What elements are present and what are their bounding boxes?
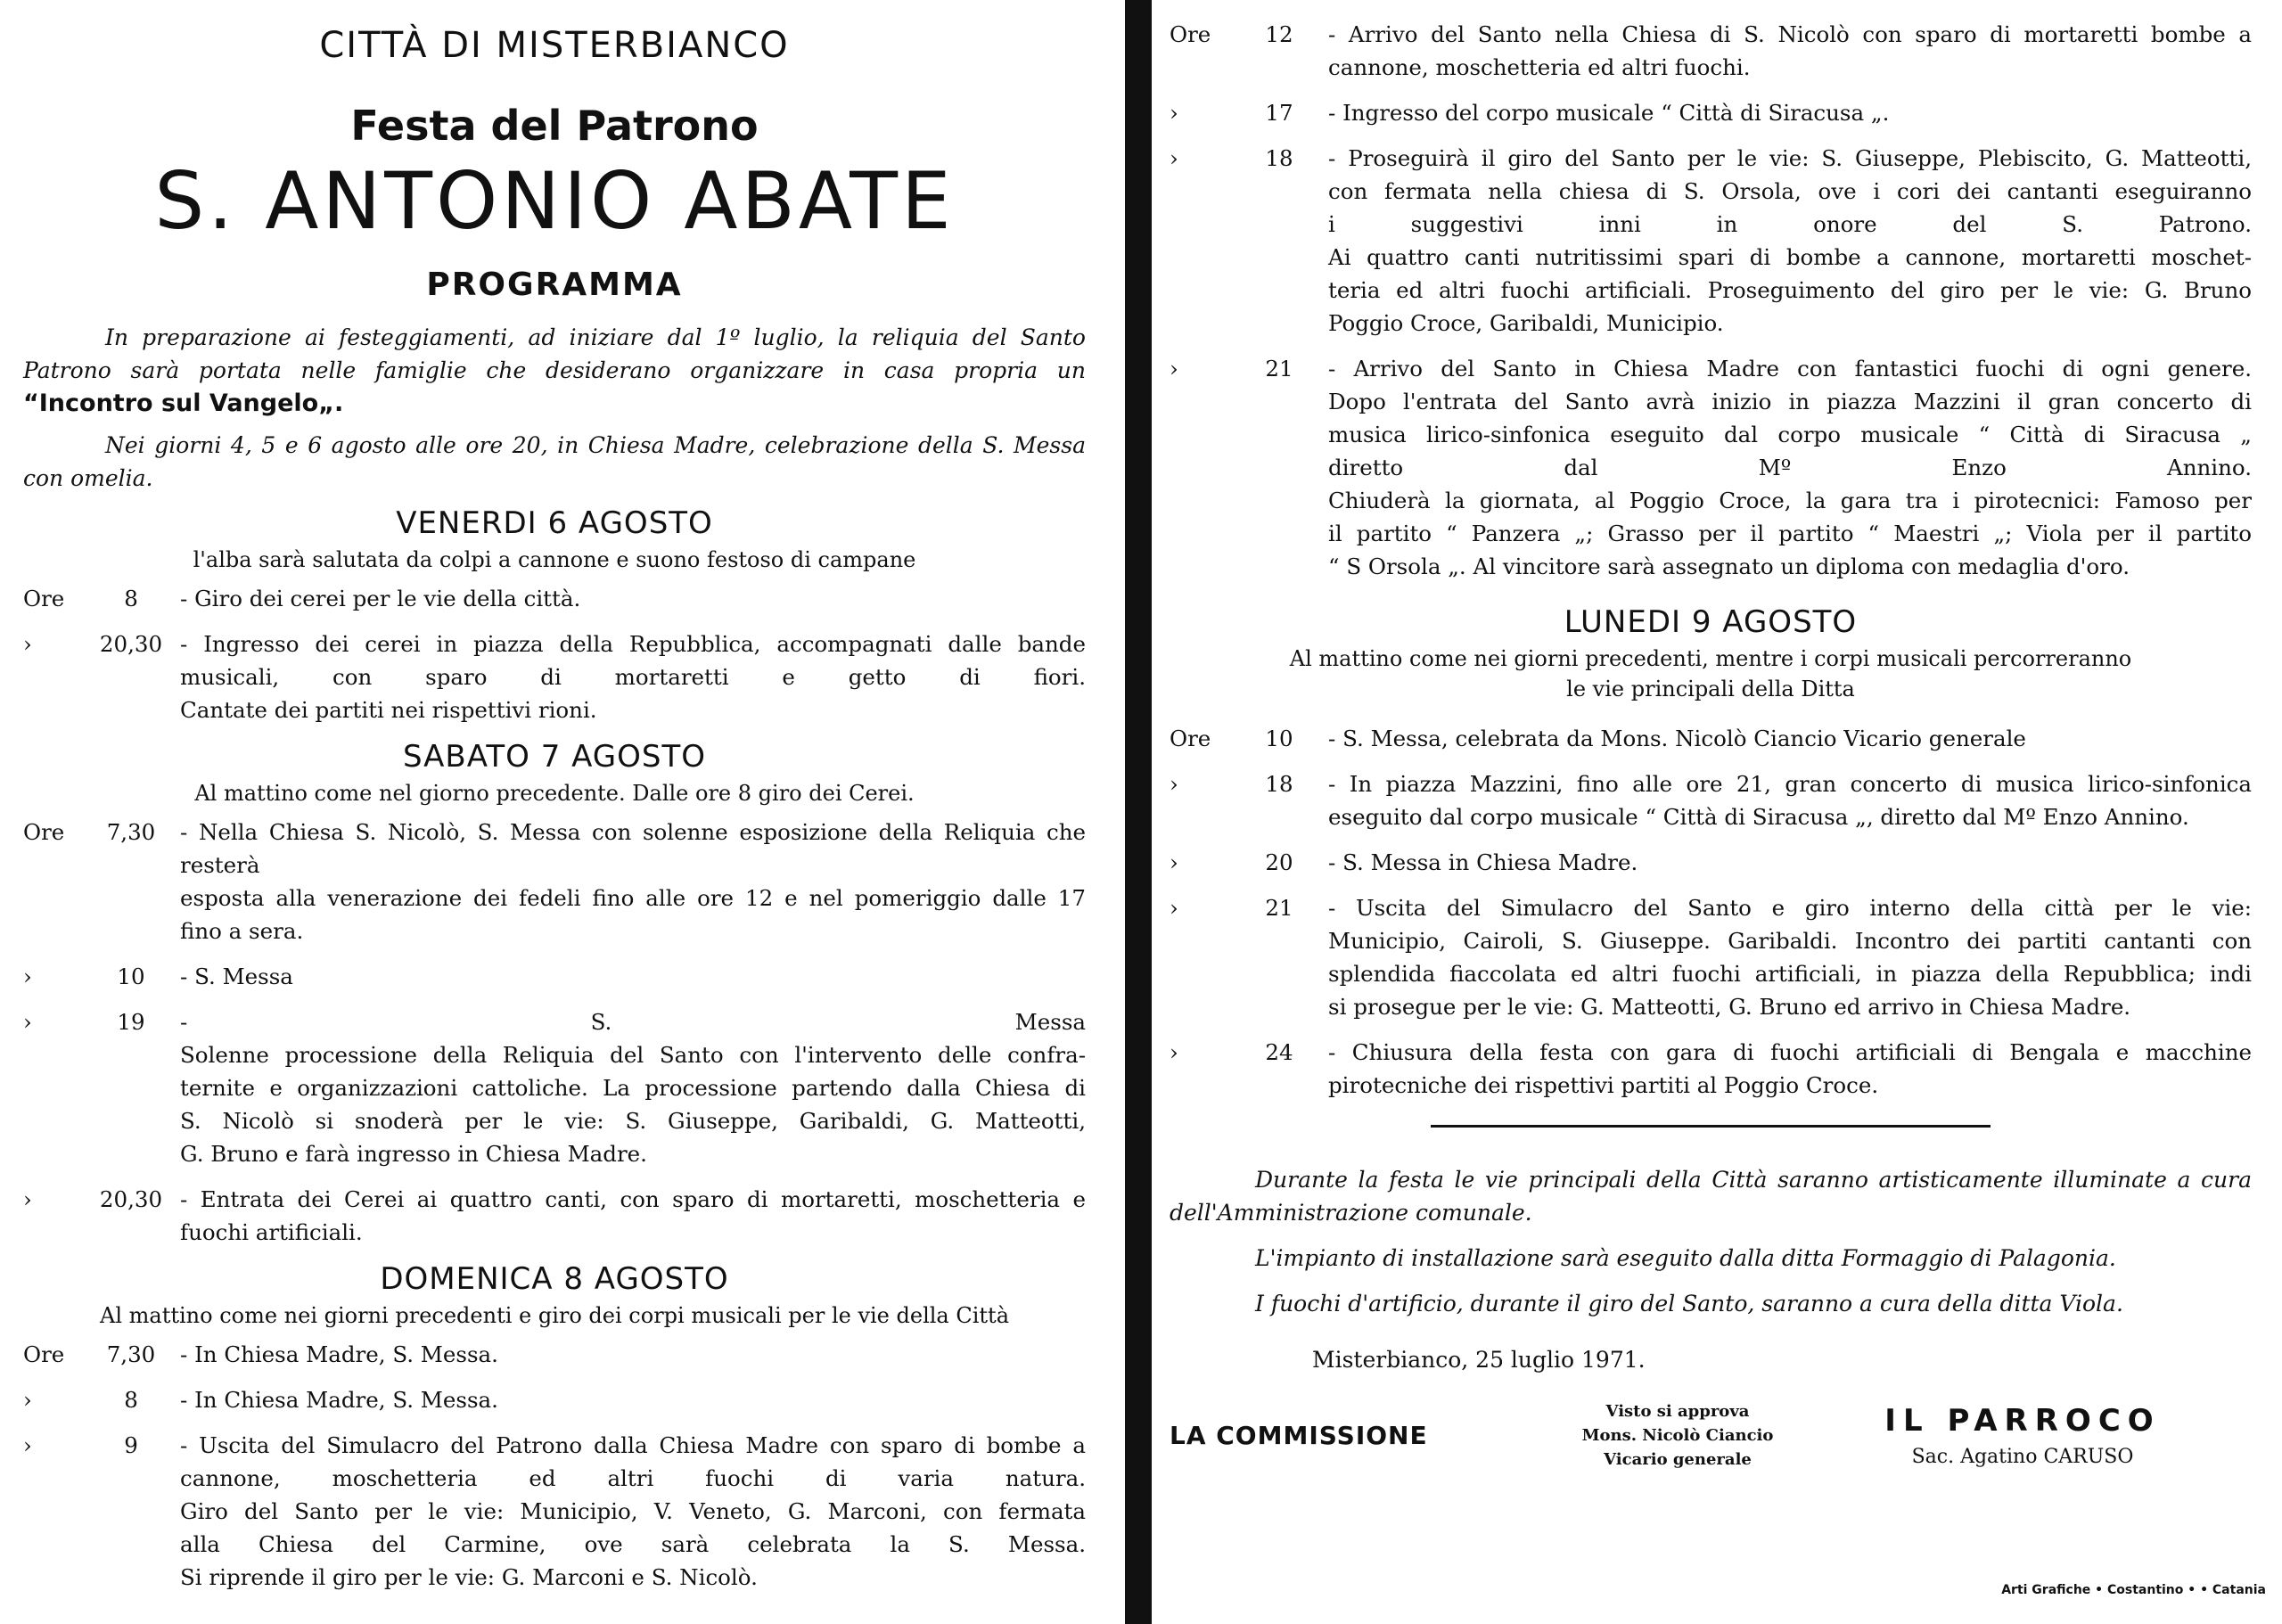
time-hour: 10 bbox=[1265, 726, 1293, 751]
visto-block bbox=[1562, 1399, 1794, 1472]
visto-line: Visto si approva bbox=[1605, 1402, 1750, 1421]
schedule-row bbox=[1170, 18, 2252, 84]
event-line: fuochi artificiali. bbox=[180, 1219, 363, 1245]
time-cell bbox=[23, 816, 180, 947]
schedule-row bbox=[1170, 1036, 2252, 1102]
event-line: S. Nicolò si snoderà per le vie: S. Giuseppe, Garibaldi, G. Matteotti, bbox=[180, 1108, 1086, 1134]
schedule bbox=[23, 1338, 1086, 1594]
event-line: - S. Messa bbox=[180, 1005, 1086, 1038]
time-prefix: › bbox=[23, 1387, 32, 1413]
event-line: cannone, moschetteria ed altri fuochi. bbox=[1328, 54, 1751, 80]
parroco-title: IL PARROCO bbox=[1884, 1403, 2161, 1439]
event-description bbox=[1328, 846, 2252, 879]
time-hour: 7,30 bbox=[106, 1341, 156, 1367]
event-line: eseguito dal corpo musicale “ Città di Siracusa „, diretto dal Mº Enzo Annino. bbox=[1328, 804, 2189, 830]
day-title: LUNEDI 9 AGOSTO bbox=[1564, 604, 1858, 640]
time-prefix: › bbox=[1170, 771, 1178, 797]
event-line: - S. Messa, celebrata da Mons. Nicolò Ciancio Vicario generale bbox=[1328, 722, 2252, 755]
time-cell bbox=[23, 1183, 180, 1249]
event-description bbox=[180, 627, 1086, 726]
schedule-row bbox=[1170, 722, 2252, 755]
event-line: - Arrivo del Santo nella Chiesa di S. Nicolò con sparo di mortaretti bombe a bbox=[1328, 18, 2252, 51]
schedule-row bbox=[23, 582, 1086, 615]
time-hour: 8 bbox=[124, 1387, 138, 1413]
time-hour: 21 bbox=[1265, 356, 1293, 381]
intro-paragraph-2: Nei giorni 4, 5 e 6 agosto alle ore 20, in Chiesa Madre, celebrazione della S. Messa con omelia. bbox=[23, 432, 1086, 491]
schedule bbox=[1170, 722, 2252, 1102]
time-cell bbox=[1170, 1036, 1328, 1102]
event-description bbox=[180, 1383, 1086, 1416]
schedule-row bbox=[23, 816, 1086, 947]
event-description bbox=[1328, 18, 2252, 84]
time-cell bbox=[23, 960, 180, 993]
event-description bbox=[1328, 767, 2252, 833]
time-hour: 21 bbox=[1265, 895, 1293, 921]
left-page bbox=[0, 0, 1123, 1624]
time-cell bbox=[1170, 846, 1328, 879]
event-line: Municipio, Cairoli, S. Giuseppe. Garibaldi. Incontro dei partiti cantanti con bbox=[1328, 928, 2252, 954]
time-hour: 7,30 bbox=[106, 819, 156, 845]
page-divider bbox=[1125, 0, 1152, 1624]
time-prefix: › bbox=[23, 1432, 32, 1458]
time-hour: 18 bbox=[1265, 771, 1293, 797]
schedule-row bbox=[23, 1183, 1086, 1249]
event-line: si prosegue per le vie: G. Matteotti, G. Bruno ed arrivo in Chiesa Madre. bbox=[1328, 994, 2131, 1020]
event-line: musica lirico-sinfonica eseguito dal corpo musicale “ Città di Siracusa „ bbox=[1328, 422, 2252, 447]
event-line: Si riprende il giro per le vie: G. Marconi e S. Nicolò. bbox=[180, 1564, 758, 1590]
programma-title: PROGRAMMA bbox=[426, 267, 683, 303]
intro-paragraph-1 bbox=[23, 321, 1086, 420]
day-note: le vie principali della Ditta bbox=[1566, 677, 1855, 701]
separator-rule bbox=[1431, 1125, 1991, 1128]
event-description bbox=[180, 1005, 1086, 1170]
time-prefix: Ore bbox=[23, 1341, 65, 1367]
time-cell bbox=[23, 627, 180, 726]
event-description bbox=[180, 582, 1086, 615]
event-description bbox=[180, 960, 1086, 993]
time-hour: 20,30 bbox=[99, 1186, 163, 1212]
time-prefix: › bbox=[1170, 1039, 1178, 1065]
event-line: - Arrivo del Santo in Chiesa Madre con fantastici fuochi di ogni genere. bbox=[1328, 352, 2252, 385]
time-prefix: › bbox=[1170, 145, 1178, 171]
time-prefix: Ore bbox=[1170, 726, 1211, 751]
closing-note: I fuochi d'artificio, durante il giro del Santo, saranno a cura della ditta Viola. bbox=[1255, 1291, 2123, 1316]
event-line: teria ed altri fuochi artificiali. Proseguimento del giro per le vie: G. Bruno bbox=[1328, 277, 2252, 303]
time-cell bbox=[1170, 18, 1328, 84]
time-prefix: › bbox=[1170, 895, 1178, 921]
event-line: pirotecniche dei rispettivi partiti al Poggio Croce. bbox=[1328, 1072, 1879, 1098]
event-description bbox=[1328, 96, 2252, 129]
schedule-row bbox=[1170, 891, 2252, 1023]
event-line: G. Bruno e farà ingresso in Chiesa Madre. bbox=[180, 1141, 647, 1167]
time-cell bbox=[1170, 142, 1328, 340]
time-hour: 12 bbox=[1265, 21, 1293, 47]
event-line: - In Chiesa Madre, S. Messa. bbox=[180, 1383, 1086, 1416]
event-line: Dopo l'entrata del Santo avrà inizio in piazza Mazzini il gran concerto di bbox=[1328, 389, 2252, 414]
event-line: il partito “ Panzera „; Grasso per il partito “ Maestri „; Viola per il partito bbox=[1328, 521, 2252, 546]
time-prefix: › bbox=[1170, 849, 1178, 875]
time-prefix: Ore bbox=[23, 819, 65, 845]
time-prefix: Ore bbox=[23, 586, 65, 611]
event-line: “ S Orsola „. Al vincitore sarà assegnato un diploma con medaglia d'oro. bbox=[1328, 554, 2130, 579]
event-line: - Proseguirà il giro del Santo per le vie: S. Giuseppe, Plebiscito, G. Matteotti, bbox=[1328, 142, 2252, 175]
event-line: fino a sera. bbox=[180, 918, 304, 944]
time-hour: 9 bbox=[124, 1432, 138, 1458]
closing-note: L'impianto di installazione sarà eseguito dalla ditta Formaggio di Palagonia. bbox=[1255, 1245, 2116, 1271]
event-line: i suggestivi inni in onore del S. Patrono. bbox=[1328, 211, 2252, 237]
time-cell bbox=[23, 582, 180, 615]
time-cell bbox=[23, 1383, 180, 1416]
time-prefix: Ore bbox=[1170, 21, 1211, 47]
schedule bbox=[23, 582, 1086, 726]
time-cell bbox=[23, 1005, 180, 1170]
event-line: esposta alla venerazione dei fedeli fino alle ore 12 e nel pomeriggio dalle 17 bbox=[180, 885, 1086, 911]
event-line: - Chiusura della festa con gara di fuochi artificiali di Bengala e macchine bbox=[1328, 1036, 2252, 1069]
event-description bbox=[1328, 142, 2252, 340]
right-page bbox=[1152, 0, 2282, 1624]
schedule-row bbox=[23, 627, 1086, 726]
event-line: ternite e organizzazioni cattoliche. La processione partendo dalla Chiesa di bbox=[180, 1075, 1086, 1101]
time-cell bbox=[1170, 767, 1328, 833]
schedule-row bbox=[1170, 767, 2252, 833]
printer-credit: Arti Grafiche • Costantino • • Catania bbox=[2001, 1583, 2266, 1597]
event-line: - In Chiesa Madre, S. Messa. bbox=[180, 1338, 1086, 1371]
event-line: - Giro dei cerei per le vie della città. bbox=[180, 582, 1086, 615]
event-line: - In piazza Mazzini, fino alle ore 21, gran concerto di musica lirico-sinfonica bbox=[1328, 767, 2252, 800]
date-line: Misterbianco, 25 luglio 1971. bbox=[1312, 1347, 1646, 1373]
event-line: - Entrata dei Cerei ai quattro canti, con sparo di mortaretti, moschetteria e bbox=[180, 1183, 1086, 1216]
time-hour: 17 bbox=[1265, 100, 1293, 126]
event-description bbox=[1328, 1036, 2252, 1102]
schedule-row bbox=[23, 1429, 1086, 1594]
schedule-row bbox=[1170, 96, 2252, 129]
event-line: musicali, con sparo di mortaretti e getto di fiori. bbox=[180, 664, 1086, 690]
event-line: - Nella Chiesa S. Nicolò, S. Messa con solenne esposizione della Reliquia che resterà bbox=[180, 816, 1086, 882]
event-description bbox=[1328, 891, 2252, 1023]
day-title: DOMENICA 8 AGOSTO bbox=[380, 1261, 729, 1297]
day-note: l'alba sarà salutata da colpi a cannone e suono festoso di campane bbox=[193, 547, 916, 572]
schedule-row bbox=[1170, 846, 2252, 879]
event-description bbox=[1328, 722, 2252, 755]
time-hour: 24 bbox=[1265, 1039, 1293, 1065]
time-prefix: › bbox=[23, 631, 32, 657]
event-line: cannone, moschetteria ed altri fuochi di varia natura. bbox=[180, 1465, 1086, 1491]
time-cell bbox=[23, 1429, 180, 1594]
schedule-row bbox=[23, 1383, 1086, 1416]
event-line: - Ingresso dei cerei in piazza della Repubblica, accompagnati dalle bande bbox=[180, 627, 1086, 660]
event-line: con fermata nella chiesa di S. Orsola, ove i cori dei cantanti eseguiranno bbox=[1328, 178, 2252, 204]
day-title: VENERDI 6 AGOSTO bbox=[396, 505, 713, 541]
schedule-row bbox=[23, 1005, 1086, 1170]
event-line: - Ingresso del corpo musicale “ Città di Siracusa „. bbox=[1328, 96, 2252, 129]
time-prefix: › bbox=[23, 1009, 32, 1035]
time-cell bbox=[23, 1338, 180, 1371]
event-description bbox=[180, 816, 1086, 947]
event-line: Giro del Santo per le vie: Municipio, V. Veneto, G. Marconi, con fermata bbox=[180, 1498, 1086, 1524]
parroco-signature bbox=[1794, 1403, 2252, 1468]
event-line: diretto dal Mº Enzo Annino. bbox=[1328, 455, 2252, 480]
time-cell bbox=[1170, 891, 1328, 1023]
time-hour: 8 bbox=[124, 586, 138, 611]
time-hour: 18 bbox=[1265, 145, 1293, 171]
day-title: SABATO 7 AGOSTO bbox=[402, 739, 707, 775]
day-note: Al mattino come nei giorni precedenti, mentre i corpi musicali percorreranno bbox=[1289, 646, 2132, 671]
time-hour: 20,30 bbox=[99, 631, 163, 657]
time-cell bbox=[1170, 352, 1328, 583]
day-note: Al mattino come nel giorno precedente. Dalle ore 8 giro dei Cerei. bbox=[194, 781, 915, 806]
intro-bold: “Incontro sul Vangelo„. bbox=[23, 390, 344, 417]
schedule-row bbox=[1170, 142, 2252, 340]
event-line: splendida fiaccolata ed altri fuochi artificiali, in piazza della Repubblica; indi bbox=[1328, 961, 2252, 987]
signatures bbox=[1170, 1399, 2252, 1472]
day-note: Al mattino come nei giorni precedenti e giro dei corpi musicali per le vie della Città bbox=[99, 1303, 1010, 1328]
event-line: Poggio Croce, Garibaldi, Municipio. bbox=[1328, 310, 1724, 336]
schedule bbox=[1170, 18, 2252, 583]
intro-text: In preparazione ai festeggiamenti, ad iniziare dal 1º luglio, la reliquia del Santo Patrono sarà portata nelle famiglie che desiderano organizzare in casa propria un bbox=[23, 324, 1086, 383]
schedule-row bbox=[1170, 352, 2252, 583]
event-description bbox=[180, 1183, 1086, 1249]
city-title: CITTÀ DI MISTERBIANCO bbox=[319, 25, 790, 66]
time-cell bbox=[1170, 96, 1328, 129]
time-cell bbox=[1170, 722, 1328, 755]
time-prefix: › bbox=[23, 1186, 32, 1212]
event-line: Ai quattro canti nutritissimi spari di bombe a cannone, mortaretti moschet- bbox=[1328, 244, 2252, 270]
time-prefix: › bbox=[1170, 356, 1178, 381]
event-line: - S. Messa bbox=[180, 960, 1086, 993]
time-prefix: › bbox=[1170, 100, 1178, 126]
schedule-row bbox=[23, 960, 1086, 993]
event-line: - Uscita del Simulacro del Santo e giro interno della città per le vie: bbox=[1328, 891, 2252, 924]
visto-line: Vicario generale bbox=[1604, 1450, 1752, 1469]
schedule bbox=[23, 816, 1086, 1249]
event-line: - Uscita del Simulacro del Patrono dalla Chiesa Madre con sparo di bombe a bbox=[180, 1429, 1086, 1462]
parroco-name: Sac. Agatino CARUSO bbox=[1911, 1446, 2134, 1468]
event-description bbox=[1328, 352, 2252, 583]
visto-line: Mons. Nicolò Ciancio bbox=[1581, 1426, 1774, 1445]
time-hour: 19 bbox=[117, 1009, 145, 1035]
time-hour: 10 bbox=[117, 964, 145, 989]
event-description bbox=[180, 1338, 1086, 1371]
event-line: Cantate dei partiti nei rispettivi rioni. bbox=[180, 697, 597, 723]
commissione-signature: LA COMMISSIONE bbox=[1170, 1421, 1428, 1450]
event-description bbox=[180, 1429, 1086, 1594]
event-line: - S. Messa in Chiesa Madre. bbox=[1328, 846, 2252, 879]
closing-note: Durante la festa le vie principali della Città saranno artisticamente illuminate a cura dell'Amministrazione comunale. bbox=[1170, 1167, 2252, 1226]
festa-title: Festa del Patrono bbox=[350, 102, 759, 150]
event-line: Chiuderà la giornata, al Poggio Croce, la gara tra i pirotecnici: Famoso per bbox=[1328, 488, 2252, 513]
saint-title: S. ANTONIO ABATE bbox=[154, 155, 955, 247]
schedule-row bbox=[23, 1338, 1086, 1371]
event-line: alla Chiesa del Carmine, ove sarà celebrata la S. Messa. bbox=[180, 1531, 1086, 1557]
time-prefix: › bbox=[23, 964, 32, 989]
event-line: Solenne processione della Reliquia del Santo con l'intervento delle confra- bbox=[180, 1042, 1086, 1068]
time-hour: 20 bbox=[1265, 849, 1293, 875]
